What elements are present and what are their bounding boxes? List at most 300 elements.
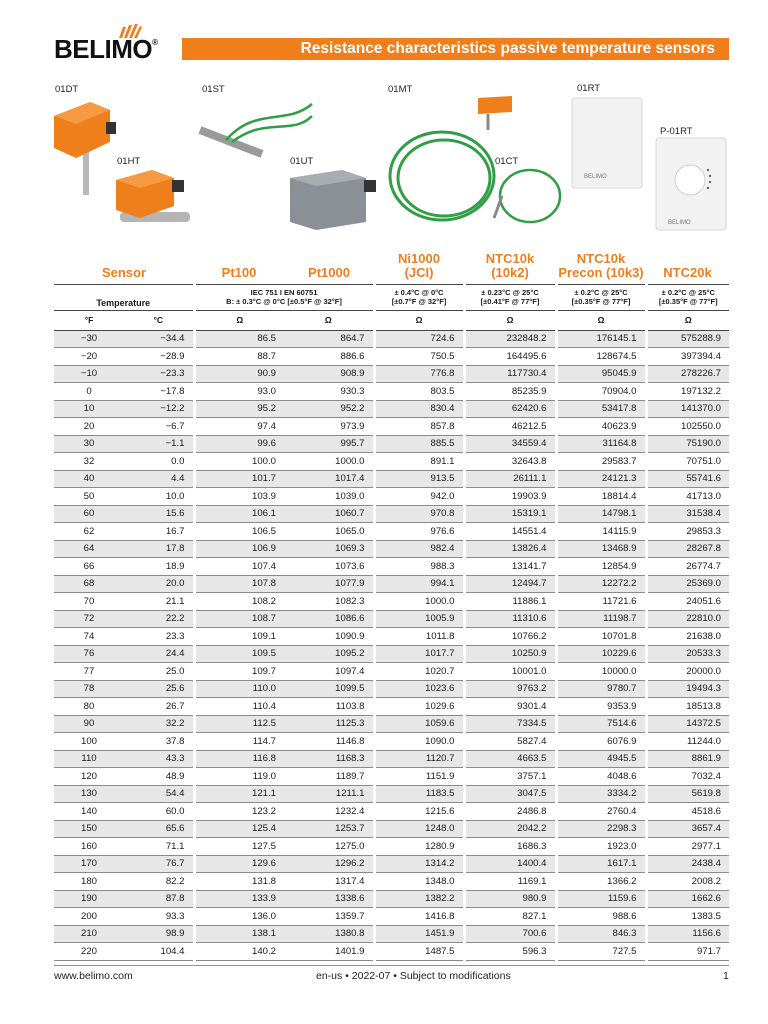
table-cell: 727.5 <box>556 943 646 961</box>
table-cell: 106.9 <box>194 540 284 558</box>
table-cell: 7514.6 <box>556 715 646 733</box>
table-row <box>54 803 729 821</box>
table-cell: 31164.8 <box>556 435 646 453</box>
table-cell: 121.1 <box>194 785 284 803</box>
table-cell: 130 <box>54 785 124 803</box>
table-cell: 107.4 <box>194 558 284 576</box>
table-cell: 17.8 <box>124 540 194 558</box>
table-cell: 15319.1 <box>464 505 556 523</box>
table-cell: 1095.2 <box>284 645 374 663</box>
table-cell: 973.9 <box>284 418 374 436</box>
table-cell: 100.0 <box>194 453 284 471</box>
table-cell: 988.6 <box>556 908 646 926</box>
table-cell: 1400.4 <box>464 855 556 873</box>
table-cell: 68 <box>54 575 124 593</box>
table-cell: 19903.9 <box>464 488 556 506</box>
table-cell: 885.5 <box>374 435 464 453</box>
page-number: 1 <box>723 970 729 982</box>
table-cell: 1073.6 <box>284 558 374 576</box>
table-cell: 123.2 <box>194 803 284 821</box>
table-row <box>54 645 729 663</box>
table-cell: 6076.9 <box>556 733 646 751</box>
table-cell: 1017.4 <box>284 470 374 488</box>
table-cell: 190 <box>54 890 124 908</box>
table-cell: 1099.5 <box>284 680 374 698</box>
table-cell: 1183.5 <box>374 785 464 803</box>
table-row <box>54 365 729 383</box>
table-row <box>54 820 729 838</box>
table-cell: 76 <box>54 645 124 663</box>
product-label-01st: 01ST <box>202 84 225 95</box>
product-image-01ut <box>286 166 382 234</box>
table-cell: 64 <box>54 540 124 558</box>
table-cell: 846.3 <box>556 925 646 943</box>
table-cell: 11310.6 <box>464 610 556 628</box>
table-cell: 10000.0 <box>556 663 646 681</box>
table-cell: 106.5 <box>194 523 284 541</box>
table-cell: 18513.8 <box>646 698 729 716</box>
unit-cell: Ω <box>284 310 374 330</box>
table-cell: 1366.2 <box>556 873 646 891</box>
table-cell: 1023.6 <box>374 680 464 698</box>
table-cell: 12272.2 <box>556 575 646 593</box>
table-row <box>54 943 729 961</box>
table-cell: 4945.5 <box>556 750 646 768</box>
table-cell: 95045.9 <box>556 365 646 383</box>
table-cell: −12.2 <box>124 400 194 418</box>
data-rows <box>54 330 729 960</box>
table-cell: 170 <box>54 855 124 873</box>
table-cell: 180 <box>54 873 124 891</box>
product-image-01st <box>196 96 316 162</box>
spec-pt: IEC 751 I EN 60751 B: ± 0.3°C @ 0°C [±0.5°F @ 32°F] <box>194 284 374 310</box>
table-cell: 724.6 <box>374 330 464 348</box>
table-cell: −20 <box>54 348 124 366</box>
table-cell: 102550.0 <box>646 418 729 436</box>
table-cell: 93.0 <box>194 383 284 401</box>
table-row <box>54 453 729 471</box>
table-row <box>54 505 729 523</box>
table-cell: 24121.3 <box>556 470 646 488</box>
table-cell: 106.1 <box>194 505 284 523</box>
table-cell: 29853.3 <box>646 523 729 541</box>
table-cell: 232848.2 <box>464 330 556 348</box>
table-cell: 13826.4 <box>464 540 556 558</box>
table-cell: 994.1 <box>374 575 464 593</box>
unit-cell: Ω <box>374 310 464 330</box>
table-cell: 98.9 <box>124 925 194 943</box>
table-cell: 1086.6 <box>284 610 374 628</box>
table-cell: 988.3 <box>374 558 464 576</box>
table-cell: 1280.9 <box>374 838 464 856</box>
product-label-01ut: 01UT <box>290 156 314 167</box>
table-cell: −23.3 <box>124 365 194 383</box>
table-cell: 9780.7 <box>556 680 646 698</box>
table-cell: 66 <box>54 558 124 576</box>
table-cell: 109.5 <box>194 645 284 663</box>
table-cell: 110.4 <box>194 698 284 716</box>
table-cell: 93.3 <box>124 908 194 926</box>
table-cell: 10001.0 <box>464 663 556 681</box>
table-cell: 2008.2 <box>646 873 729 891</box>
table-cell: 8861.9 <box>646 750 729 768</box>
table-cell: 55741.6 <box>646 470 729 488</box>
table-cell: 10229.6 <box>556 645 646 663</box>
table-cell: 10 <box>54 400 124 418</box>
table-cell: −1.1 <box>124 435 194 453</box>
unit-cell: Ω <box>194 310 284 330</box>
table-cell: 10.0 <box>124 488 194 506</box>
table-cell: 1005.9 <box>374 610 464 628</box>
table-cell: 40623.9 <box>556 418 646 436</box>
table-cell: 60.0 <box>124 803 194 821</box>
table-cell: 1359.7 <box>284 908 374 926</box>
table-cell: 90.9 <box>194 365 284 383</box>
table-cell: 976.6 <box>374 523 464 541</box>
footer-divider <box>54 965 729 966</box>
table-cell: 1401.9 <box>284 943 374 961</box>
table-cell: 72 <box>54 610 124 628</box>
table-cell: 2486.8 <box>464 803 556 821</box>
table-cell: 70 <box>54 593 124 611</box>
table-cell: 1097.4 <box>284 663 374 681</box>
table-cell: 1103.8 <box>284 698 374 716</box>
table-cell: 125.4 <box>194 820 284 838</box>
table-cell: 136.0 <box>194 908 284 926</box>
table-cell: 942.0 <box>374 488 464 506</box>
table-cell: 107.8 <box>194 575 284 593</box>
table-cell: 90 <box>54 715 124 733</box>
product-image-p01rt <box>654 136 730 234</box>
table-cell: 16.7 <box>124 523 194 541</box>
table-cell: 3657.4 <box>646 820 729 838</box>
table-cell: 1686.3 <box>464 838 556 856</box>
table-cell: 82.2 <box>124 873 194 891</box>
table-row <box>54 558 729 576</box>
table-cell: 22810.0 <box>646 610 729 628</box>
table-cell: 20533.3 <box>646 645 729 663</box>
table-cell: 830.4 <box>374 400 464 418</box>
table-cell: 32.2 <box>124 715 194 733</box>
table-cell: 596.3 <box>464 943 556 961</box>
table-cell: 14798.1 <box>556 505 646 523</box>
table-cell: 1380.8 <box>284 925 374 943</box>
table-cell: 1253.7 <box>284 820 374 838</box>
footer-edition: en-us • 2022-07 • Subject to modifications <box>316 970 511 982</box>
table-cell: 21.1 <box>124 593 194 611</box>
table-cell: 1077.9 <box>284 575 374 593</box>
table-cell: 75190.0 <box>646 435 729 453</box>
table-cell: 10701.8 <box>556 628 646 646</box>
table-cell: 20000.0 <box>646 663 729 681</box>
table-cell: 1069.3 <box>284 540 374 558</box>
table-cell: 3757.1 <box>464 768 556 786</box>
table-cell: 87.8 <box>124 890 194 908</box>
table-cell: 109.7 <box>194 663 284 681</box>
table-cell: 970.8 <box>374 505 464 523</box>
table-cell: 11198.7 <box>556 610 646 628</box>
table-cell: 1487.5 <box>374 943 464 961</box>
table-row <box>54 768 729 786</box>
sensor-header-row <box>54 250 729 284</box>
table-cell: 5827.4 <box>464 733 556 751</box>
table-cell: 5619.8 <box>646 785 729 803</box>
table-row <box>54 715 729 733</box>
table-row <box>54 470 729 488</box>
table-cell: 1275.0 <box>284 838 374 856</box>
table-cell: 700.6 <box>464 925 556 943</box>
table-cell: 164495.6 <box>464 348 556 366</box>
table-cell: 100 <box>54 733 124 751</box>
table-cell: 1168.3 <box>284 750 374 768</box>
table-cell: 3334.2 <box>556 785 646 803</box>
table-cell: 913.5 <box>374 470 464 488</box>
table-row <box>54 418 729 436</box>
table-cell: 1296.2 <box>284 855 374 873</box>
table-cell: 114.7 <box>194 733 284 751</box>
table-cell: 0 <box>54 383 124 401</box>
table-row <box>54 873 729 891</box>
table-cell: 1090.9 <box>284 628 374 646</box>
table-cell: 29583.7 <box>556 453 646 471</box>
table-cell: 119.0 <box>194 768 284 786</box>
belimo-logo <box>54 22 158 64</box>
table-cell: 120 <box>54 768 124 786</box>
table-cell: 278226.7 <box>646 365 729 383</box>
table-cell: 131.8 <box>194 873 284 891</box>
table-row <box>54 400 729 418</box>
table-cell: 210 <box>54 925 124 943</box>
table-row <box>54 838 729 856</box>
table-cell: 77 <box>54 663 124 681</box>
table-cell: 40 <box>54 470 124 488</box>
table-cell: 803.5 <box>374 383 464 401</box>
spec-ni1000: ± 0.4°C @ 0°C [±0.7°F @ 32°F] <box>374 284 464 310</box>
table-cell: −30 <box>54 330 124 348</box>
table-cell: 9301.4 <box>464 698 556 716</box>
table-cell: 140.2 <box>194 943 284 961</box>
table-cell: 110.0 <box>194 680 284 698</box>
footer-website: www.belimo.com <box>54 970 133 982</box>
table-cell: 2042.2 <box>464 820 556 838</box>
table-cell: 140 <box>54 803 124 821</box>
table-cell: 26774.7 <box>646 558 729 576</box>
table-row <box>54 523 729 541</box>
table-cell: 1020.7 <box>374 663 464 681</box>
table-cell: 1189.7 <box>284 768 374 786</box>
table-cell: −28.9 <box>124 348 194 366</box>
table-cell: 43.3 <box>124 750 194 768</box>
table-cell: 197132.2 <box>646 383 729 401</box>
table-cell: 31538.4 <box>646 505 729 523</box>
logo-text: BELIMO® <box>54 34 158 64</box>
table-cell: 70904.0 <box>556 383 646 401</box>
table-cell: 18.9 <box>124 558 194 576</box>
table-cell: 952.2 <box>284 400 374 418</box>
table-cell: 141370.0 <box>646 400 729 418</box>
table-row <box>54 855 729 873</box>
table-cell: 971.7 <box>646 943 729 961</box>
table-row <box>54 435 729 453</box>
table-cell: 2760.4 <box>556 803 646 821</box>
unit-cell: Ω <box>646 310 729 330</box>
table-cell: 18814.4 <box>556 488 646 506</box>
table-cell: 25.6 <box>124 680 194 698</box>
table-row <box>54 733 729 751</box>
unit-cell: °F <box>54 310 124 330</box>
table-cell: 4663.5 <box>464 750 556 768</box>
product-image-01ht <box>108 166 198 236</box>
table-cell: 3047.5 <box>464 785 556 803</box>
table-cell: 1169.1 <box>464 873 556 891</box>
unit-cell: Ω <box>556 310 646 330</box>
table-cell: 25.0 <box>124 663 194 681</box>
table-cell: 4048.6 <box>556 768 646 786</box>
table-cell: 41713.0 <box>646 488 729 506</box>
table-cell: 71.1 <box>124 838 194 856</box>
table-cell: 86.5 <box>194 330 284 348</box>
sensor-name-ntc10k-precon: NTC10k Precon (10k3) <box>558 250 644 280</box>
table-cell: −10 <box>54 365 124 383</box>
spec-ntc10k-precon: ± 0.2°C @ 25°C [±0.35°F @ 77°F] <box>556 284 646 310</box>
table-cell: 1060.7 <box>284 505 374 523</box>
table-cell: 176145.1 <box>556 330 646 348</box>
spec-ntc10k: ± 0.23°C @ 25°C [±0.41°F @ 77°F] <box>464 284 556 310</box>
table-cell: 891.1 <box>374 453 464 471</box>
table-cell: 1248.0 <box>374 820 464 838</box>
product-label-p01rt: P-01RT <box>660 126 693 137</box>
table-cell: 76.7 <box>124 855 194 873</box>
table-cell: 30 <box>54 435 124 453</box>
table-cell: 15.6 <box>124 505 194 523</box>
table-cell: 62 <box>54 523 124 541</box>
table-row <box>54 890 729 908</box>
sensor-name-ntc20k: NTC20k <box>663 264 712 280</box>
table-cell: 14551.4 <box>464 523 556 541</box>
table-cell: 864.7 <box>284 330 374 348</box>
table-row <box>54 593 729 611</box>
table-cell: 78 <box>54 680 124 698</box>
svg-text:BELIMO: BELIMO <box>668 220 691 226</box>
table-cell: 2977.1 <box>646 838 729 856</box>
table-cell: 23.3 <box>124 628 194 646</box>
table-cell: −6.7 <box>124 418 194 436</box>
sensor-name-pt100: Pt100 <box>221 264 257 280</box>
table-cell: 97.4 <box>194 418 284 436</box>
table-cell: 397394.4 <box>646 348 729 366</box>
table-cell: 857.8 <box>374 418 464 436</box>
table-row <box>54 348 729 366</box>
table-cell: 9763.2 <box>464 680 556 698</box>
table-cell: 95.2 <box>194 400 284 418</box>
table-cell: 12494.7 <box>464 575 556 593</box>
table-cell: 220 <box>54 943 124 961</box>
table-cell: 1082.3 <box>284 593 374 611</box>
table-cell: 1120.7 <box>374 750 464 768</box>
temperature-label: Temperature <box>54 284 194 310</box>
table-row <box>54 330 729 348</box>
table-cell: 7032.4 <box>646 768 729 786</box>
table-cell: 1314.2 <box>374 855 464 873</box>
unit-row <box>54 310 729 330</box>
table-row <box>54 610 729 628</box>
table-cell: 19494.3 <box>646 680 729 698</box>
table-cell: 150 <box>54 820 124 838</box>
table-row <box>54 488 729 506</box>
table-cell: 1617.1 <box>556 855 646 873</box>
table-cell: 1039.0 <box>284 488 374 506</box>
table-cell: 995.7 <box>284 435 374 453</box>
table-cell: 20.0 <box>124 575 194 593</box>
table-cell: 46212.5 <box>464 418 556 436</box>
table-cell: 112.5 <box>194 715 284 733</box>
product-label-01mt: 01MT <box>388 84 413 95</box>
table-cell: 24051.6 <box>646 593 729 611</box>
table-cell: 104.4 <box>124 943 194 961</box>
table-cell: 1348.0 <box>374 873 464 891</box>
table-cell: 65.6 <box>124 820 194 838</box>
table-row <box>54 628 729 646</box>
table-cell: 200 <box>54 908 124 926</box>
table-cell: 11244.0 <box>646 733 729 751</box>
table-cell: 1017.7 <box>374 645 464 663</box>
table-cell: 128674.5 <box>556 348 646 366</box>
table-cell: 26111.1 <box>464 470 556 488</box>
sensor-name-ntc10k: NTC10k (10k2) <box>485 250 535 280</box>
table-row <box>54 750 729 768</box>
table-cell: 70751.0 <box>646 453 729 471</box>
table-cell: 109.1 <box>194 628 284 646</box>
table-cell: 133.9 <box>194 890 284 908</box>
table-row <box>54 663 729 681</box>
table-cell: 1011.8 <box>374 628 464 646</box>
table-row <box>54 908 729 926</box>
table-cell: 982.4 <box>374 540 464 558</box>
table-cell: 1000.0 <box>374 593 464 611</box>
table-cell: 1125.3 <box>284 715 374 733</box>
table-cell: 4518.6 <box>646 803 729 821</box>
table-cell: 127.5 <box>194 838 284 856</box>
table-row <box>54 925 729 943</box>
table-cell: 1000.0 <box>284 453 374 471</box>
table-cell: 930.3 <box>284 383 374 401</box>
table-cell: 1059.6 <box>374 715 464 733</box>
table-cell: 14372.5 <box>646 715 729 733</box>
table-cell: 908.9 <box>284 365 374 383</box>
sensor-name-pt1000: Pt1000 <box>308 264 350 280</box>
table-row <box>54 698 729 716</box>
table-cell: 74 <box>54 628 124 646</box>
table-cell: 80 <box>54 698 124 716</box>
table-cell: 103.9 <box>194 488 284 506</box>
table-cell: 750.5 <box>374 348 464 366</box>
table-row <box>54 575 729 593</box>
table-cell: 24.4 <box>124 645 194 663</box>
table-cell: 110 <box>54 750 124 768</box>
table-cell: 32643.8 <box>464 453 556 471</box>
product-image-01ct <box>484 164 564 228</box>
table-cell: 11886.1 <box>464 593 556 611</box>
table-cell: 7334.5 <box>464 715 556 733</box>
table-cell: 1923.0 <box>556 838 646 856</box>
table-row <box>54 540 729 558</box>
table-cell: 827.1 <box>464 908 556 926</box>
table-cell: 0.0 <box>124 453 194 471</box>
table-cell: 4.4 <box>124 470 194 488</box>
table-cell: 1215.6 <box>374 803 464 821</box>
table-cell: 1383.5 <box>646 908 729 926</box>
table-cell: 108.7 <box>194 610 284 628</box>
